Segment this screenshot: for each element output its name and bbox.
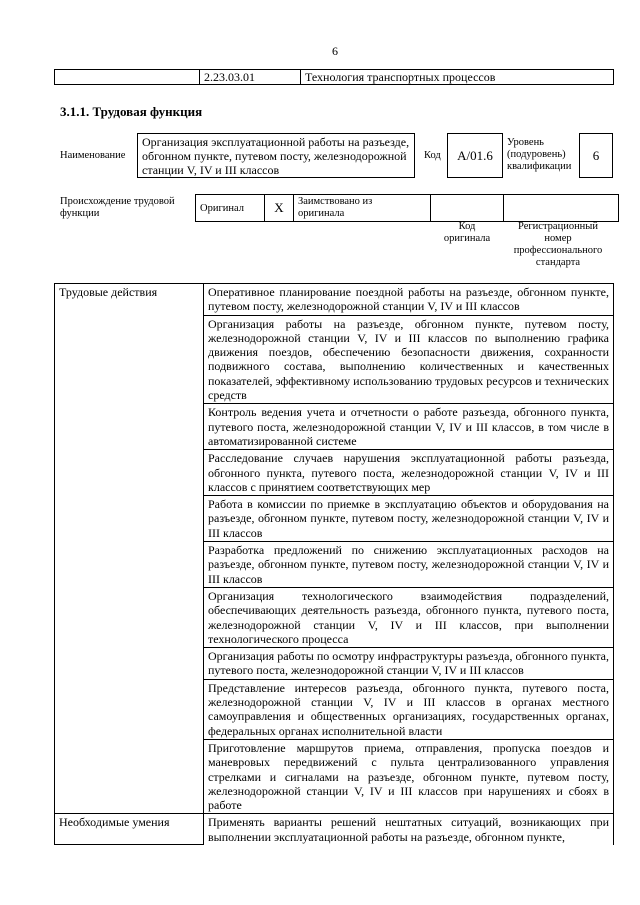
caption-line: профессионального: [513, 245, 603, 256]
registration-number-cell: [504, 195, 619, 222]
labor-actions-header: Трудовые действия: [55, 284, 204, 814]
labor-action-item: Контроль ведения учета и отчетности о работе разъезда, обгонного пункта, путевого поста, железнодорожной станции V, IV и III классов, в том числе в автоматизированной системе: [204, 404, 614, 450]
original-code-cell: [431, 195, 504, 222]
caption-line: Регистрационный: [518, 221, 598, 232]
caption-line: Код: [458, 221, 476, 232]
original-mark: X: [265, 195, 294, 222]
origin-label: [60, 196, 175, 220]
level-value-box: 6: [579, 133, 613, 178]
caption-line: стандарта: [535, 257, 581, 268]
origin-label-line: функции: [60, 208, 100, 219]
qualification-code-table: [54, 69, 614, 85]
qualification-code: 2.23.03.01: [200, 70, 301, 85]
level-label-line: (подуровень): [507, 149, 566, 160]
skills-header: Необходимые умения: [55, 814, 204, 845]
labor-action-item: Организация технологического взаимодействия подразделений, обеспечивающих деятельность разъезда, обгонного пункта, путевого поста, железнодорожной станции V, IV и III классов, при выполнении технологического процесса: [204, 587, 614, 647]
original-label: Оригинал: [196, 195, 265, 222]
level-label: [507, 137, 575, 173]
caption-line: номер: [544, 233, 572, 244]
labor-action-item: Представление интересов разъезда, обгонного пункта, путевого поста, железнодорожной станции V, IV и III классов в органах местного самоуправления и общественных организациях, государственных органах, федеральных органах исполнительной власти: [204, 679, 614, 739]
skill-item: Применять варианты решений нештатных ситуаций, возникающих при выполнении эксплуатационной работы на разъезде, обгонном пункте,: [204, 814, 614, 845]
labor-action-item: Разработка предложений по снижению эксплуатационных расходов на разъезде, обгонном пункте, путевом посту, железнодорожной станции V, IV и III классов: [204, 542, 614, 588]
origin-table: [195, 194, 619, 222]
code-original-caption: [434, 221, 500, 245]
borrowed-label-line: Заимствовано из: [298, 196, 373, 207]
empty-cell: [55, 70, 200, 85]
labor-action-item: Расследование случаев нарушения эксплуатационной работы разъезда, обгонного пункта, путевого поста, железнодорожной станции V, IV и III классов с принятием соответствующих мер: [204, 450, 614, 496]
borrowed-label-line: оригинала: [298, 208, 345, 219]
code-label: Код: [424, 150, 441, 161]
labor-action-item: Организация работы по осмотру инфраструктуры разъезда, обгонного пункта, путевого поста, железнодорожной станции V, IV и III классов: [204, 648, 614, 680]
registration-caption: [505, 221, 611, 269]
function-code-box: A/01.6: [447, 133, 503, 178]
origin-label-line: Происхождение трудовой: [60, 196, 175, 207]
labor-action-item: Приготовление маршрутов приема, отправления, пропуска поездов и маневровых передвижений с пульта централизованного управления стрелками и сигналами на разъезде, обгонном пункте, путевом посту, железнодорожной станции V, IV и III классов при нарушениях и сбоях в работе: [204, 739, 614, 813]
page-number: 6: [332, 44, 338, 58]
level-label-line: Уровень: [507, 137, 544, 148]
labor-function-table: [54, 283, 614, 845]
level-label-line: квалификации: [507, 161, 572, 172]
borrowed-label: [294, 195, 431, 222]
name-label: Наименование: [60, 150, 126, 161]
qualification-title: Технология транспортных процессов: [301, 70, 614, 85]
caption-line: оригинала: [443, 233, 491, 244]
labor-action-item: Оперативное планирование поездной работы на разъезде, обгонном пункте, путевом посту, железнодорожной станции V, IV и III классов: [204, 284, 614, 316]
labor-action-item: Работа в комиссии по приемке в эксплуатацию объектов и оборудования на разъезде, обгонном пункте, путевом посту, железнодорожной станции V, IV и III классов: [204, 496, 614, 542]
function-name-box: Организация эксплуатационной работы на разъезде, обгонном пункте, путевом посту, железнодорожной станции V, IV и III классов: [137, 133, 415, 178]
labor-action-item: Организация работы на разъезде, обгонном пункте, путевом посту, железнодорожной станции V, IV и III классов по выполнению графика движения поездов, обеспечению безопасности движения, сохранности подвижного состава, выполнению количественных и качественных показателей, эффективному использованию трудовых ресурсов и технических средств: [204, 315, 614, 404]
section-title: 3.1.1. Трудовая функция: [60, 104, 203, 119]
